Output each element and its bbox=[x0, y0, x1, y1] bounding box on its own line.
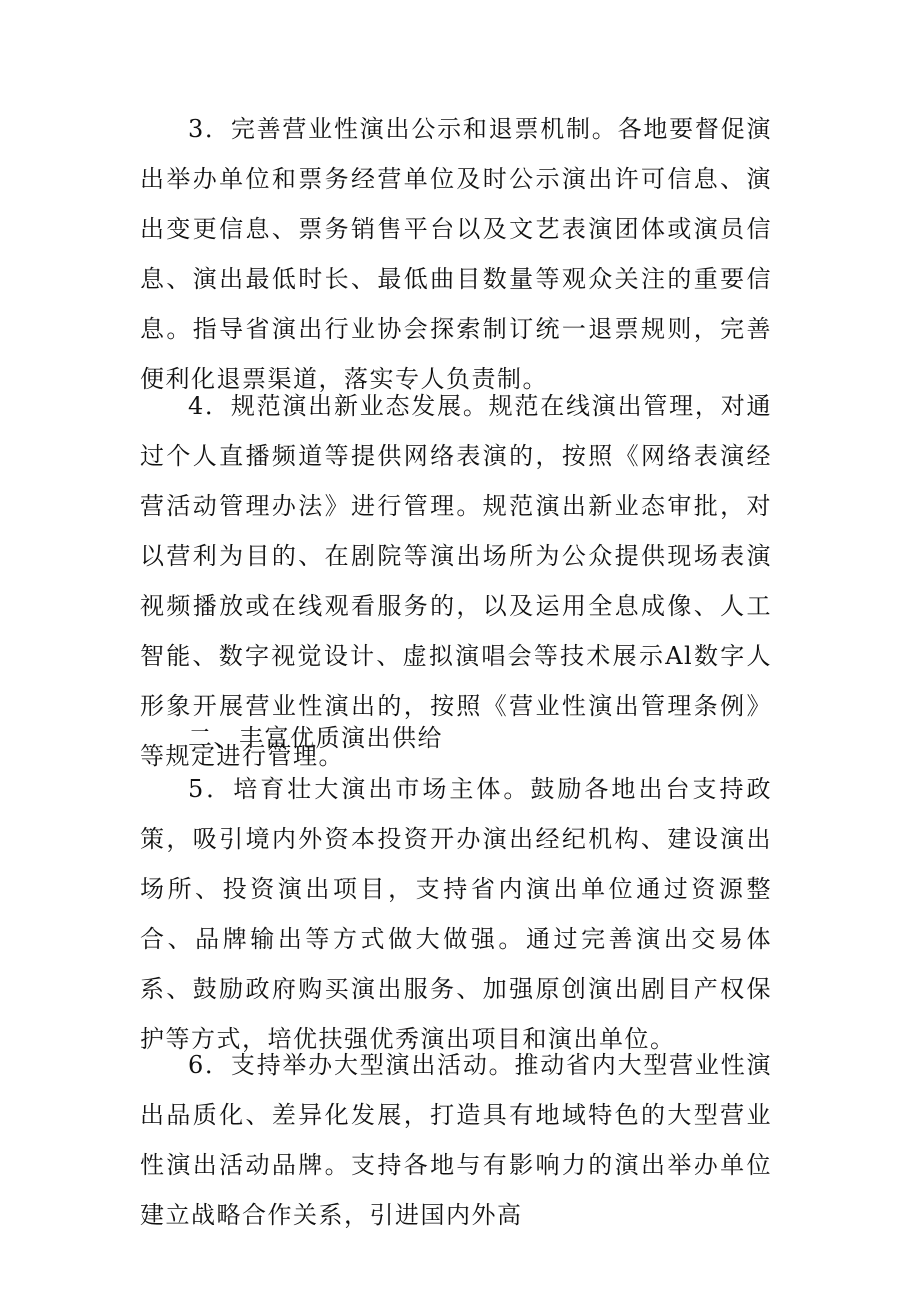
paragraph-item-4: 4．规范演出新业态发展。规范在线演出管理，对通过个人直播频道等提供网络表演的，按照《网络表演经营活动管理办法》进行管理。规范演出新业态审批，对以营利为目的、在剧院等演出场所为公众提供现场表演视频播放或在线观看服务的，以及运用全息成像、人工智能、数字视觉设计、虚拟演唱会等技术展示Al数字人形象开展营业性演出的，按照《营业性演出管理条例》等规定进行管理。 bbox=[140, 392, 772, 770]
section-heading: 二、丰富优质演出供给 bbox=[188, 724, 443, 752]
paragraph-item-5: 5．培育壮大演出市场主体。鼓励各地出台支持政策，吸引境内外资本投资开办演出经纪机构、建设演出场所、投资演出项目，支持省内演出单位通过资源整合、品牌输出等方式做大做强。通过完善演出交易体系、鼓励政府购买演出服务、加强原创演出剧目产权保护等方式，培优扶强优秀演出项目和演出单位。 bbox=[140, 775, 772, 1053]
paragraph-item-3: 3．完善营业性演出公示和退票机制。各地要督促演出举办单位和票务经营单位及时公示演出许可信息、演出变更信息、票务销售平台以及文艺表演团体或演员信息、演出最低时长、最低曲目数量等观众关注的重要信息。指导省演出行业协会探索制订统一退票规则，完善便利化退票渠道，落实专人负责制。 bbox=[140, 115, 772, 393]
paragraph-item-6: 6．支持举办大型演出活动。推动省内大型营业性演出品质化、差异化发展，打造具有地域特色的大型营业性演出活动品牌。支持各地与有影响力的演出举办单位建立战略合作关系，引进国内外高 bbox=[140, 1051, 772, 1229]
